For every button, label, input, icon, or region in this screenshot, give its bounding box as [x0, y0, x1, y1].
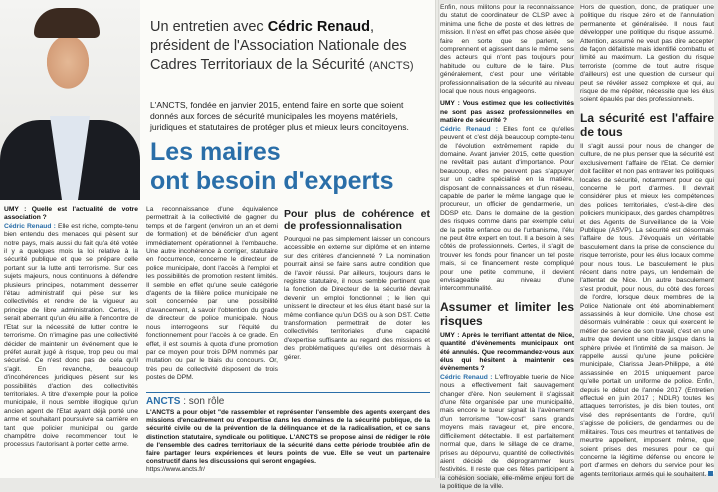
interviewee-name: Cédric Renaud: [267, 19, 371, 35]
section-subtitle-risks: Assumer et limiter les risques: [440, 299, 574, 328]
page-gutter: [435, 0, 439, 478]
column-4-top: [290, 0, 436, 200]
column-1: UMY : Quelle est l'actualité de votre association ? Cédric Renaud : Elle est riche, compte-tenu bien entendu des menaces qui pèsent sur notre pays, mais aussi du fait qu'a été votée il y a quelques mois la loi relative à la sécurité publique et que se prépare celle portant sur la lutte anti terrorisme. Sur ces sujets majeurs, nous continuons à défendre plusieurs principes, notamment desserrer l'étau administratif qui pèse sur les collectivités et rendre de la vigueur au principe de libre administration. Certes, il serait aberrant qu'un élu aille à l'encontre de l'Etat sur la nécessité de lutter contre le terrorisme. On n'imagine pas une collectivité décider de maintenir un événement que le préfet aurait jugé à risque, trop peu ou mal sécurisé. Ce n'est donc pas de cela qu'il s'agit. En revanche, beaucoup d'incohérences juridiques pèsent sur les possibilités d'action des collectivités territoriales. A titre d'exemple pour la police municipale, il nous semble illogique qu'un ancien agent de l'Etat ayant déjà porté une arme et souhaitant poursuivre sa carrière en tant que policier municipal ou garde champêtre doive recommencer tout le processus l'autorisant à porter cette arme.: [4, 206, 138, 449]
headline: Les maires ont besoin d'experts: [150, 138, 394, 195]
intro-heading: Un entretien avec Cédric Renaud, président de l'Association Nationale des Cadres Territoriaux de la Sécurité (ANCTS): [150, 19, 414, 73]
portrait-photo: [0, 0, 140, 200]
section-subtitle: Pour plus de cohérence et de professionnalisation: [284, 208, 430, 232]
column-4: Enfin, nous militons pour la reconnaissance du statut de coordinateur de CLSP avec à minima une fiche de poste et des lettres de mission. Il n'est en effet pas chose aisée que faire en sorte que se parlent, se comprennent et agissent dans le même sens des acteurs qui n'ont pas toujours pour habitude ou culture de le faire. Plus généralement, c'est pour une véritable professionnalisation de la sécurité au niveau local que nous nous engageons. UMY : Vous estimez que les collectivités ne sont pas assez professionnelles en matière de sécurité ? Cédric Renaud : Elles font ce qu'elles peuvent et c'est déjà beaucoup compte-tenu de l'évolution extrêmement rapide du domaine. Avant janvier 2015, cette question ne revêtait pas autant d'importance. Pour beaucoup, elles ne peuvent pas s'appuyer sur un cadre spécialisé en la matière, disposant de connaissances et d'un réseau, capable de parler le même langage que le procureur, un officier de gendarmerie, un DDSP etc. Dans le domaine de la gestion des risques comme dans par exemple celui de la petite enfance ou de l'urbanisme, l'élu ne peut être expert en tout. Il a besoin à ses côtés de professionnels. Certes, il s'agit de trouver les fonds pour financer un tel poste mais, si ce financement reste compliqué pour une petite commune, il devient envisageable au niveau d'une intercommunalité. Assumer et limiter les risques UMY : Après le terrifiant attentat de Nice, quantité d'évènements municipaux ont été annulés. Que recommandez-vous aux élus qui hésitent à maintenir ces évènements ? Cédric Renaud : L'effroyable tuerie de Nice nous a effectivement fait sauvagement changer d'ère. Non seulement il s'agissait d'une fête organisée par une municipalité, mais encore le tueur signait là l'avènement d'un terrorisme "low-cost" sans grands moyens mais ravageur et, pire encore, difficilement détectable. Il est parfaitement normal que, dans le sillage de ce drame, prises au dépourvu, quantité de collectivités aient décidé de déprogrammer leurs festivités. Il reste que ces fêtes participent à la cohésion sociale, elle-même enjeu fort de la politique de la ville.: [440, 4, 575, 491]
section-subtitle-security: La sécurité est l'affaire de tous: [580, 110, 714, 139]
ancts-role-box: [146, 392, 430, 473]
end-of-article-mark: [708, 471, 713, 476]
ancts-box-text: L'ANCTS a pour objet "de rassembler et représenter l'ensemble des agents exerçant des missions d'encadrement ou d'expertise dans les domaines de la sécurité publique, de la sécurité civile ou de la prévention de la délinquance et de la radicalisation, et ce sans distinction statutaire, syndicale ou politique. L'ANCTS se propose ainsi de rédiger le rôle de l'ensemble des cadres territoriaux de la sécurité dans cette période troublée afin de faire partager leurs expériences et leurs points de vue. Elle se veut un partenaire constructif dans les discussions qui seront engagées.: [146, 409, 430, 466]
ancts-url[interactable]: https://www.ancts.fr/: [146, 466, 205, 474]
column-5: Hors de question, donc, de pratiquer une politique du risque zéro et de l'annulation permanente et généralisée. Il nous faut développer une politique du risque assumé. Attention, assumé ne veut pas dire accepter de façon défaitiste mais identifié combattu et limité au maximum. La gestion du risque terroriste (comme de tout autre risque d'ailleurs) est une question de curseur qui peut se révéler assez complexe et qui, au risque de me répéter, nécessite que les élus soient épaulés par des professionnels. La sécurité est l'affaire de tous Il s'agit aussi pour nous de changer de culture, de ne plus penser que la sécurité est exclusivement l'affaire de l'Etat. Ce dernier doit faciliter et non pas entraver les politiques locales de sécurité, notamment pour ce qui concerne le port d'armes. Il devrait considérer plus et mieux les compétences des polices territoriales, c'est-à-dire des policiers municipaux, des gardes champêtres et des Agents de Surveillance de la Voie Publique (ASVP). La sécurité est désormais l'affaire de tous. J'évoquais un véritable basculement dans la prise de conscience du risque terroriste, pour les élus locaux comme pour nous tous. Le basculement le plus récent dans notre pays, un lendemain de l'attentat de Nice. Un autre basculement s'est produit, pour nous, du côté des forces de l'ordre, lorsque deux membres de la Police Nationale ont été abominablement assassinés à leur domicile. Une chose est désormais vulnérable : ceux qui exercent le métier de service de son travail, c'est en une autre que devient une cible jusque dans la sphère privée et l'intimité de sa maison. Je rappelle aussi qu'une jeune policière municipale, Clarissa Jean-Philippe, a été assassinée en 2015 uniquement parce qu'elle portait un uniforme de police. Enfin, depuis le début de l'année 2017 (Entretien effectué en juin 2017 ; NDLR) toutes les attaques terroristes, je dis bien toutes, ont visé des représentants de l'ordre, qu'il s'agisse de policiers, de gendarmes ou de militaires. Tous ces meurtres et tentatives de meurtre appellent, imposent même, que soient prises des mesures pour ce qui concerne la légitime défense ou encore le port d'armes en dehors du service pour les agents territoriaux armés qui le souhaitent.: [580, 4, 714, 478]
column-3: Pour plus de cohérence et de professionnalisation Pourquoi ne pas simplement laisser un concours accessible en externe sur diplôme et en interne sur des critères d'ancienneté ? La nomination pourrait ainsi se faire sans autre condition que de l'avoir réussi. Par ailleurs, toujours dans le registre statutaire, il nous semble pertinent que la fonction de Directeur de la sécurité devrait devenir un emploi fonctionnel ; le lien qui unissent le directeur et les élus étant basé sur la même confiance qu'un DGS ou à son DST. Cette transformation permettrait de doter les collectivités territoriales d'une capacité d'expertise suffisante au regard des missions et des problématiques qu'elles ont désormais à gérer.: [284, 208, 430, 361]
column-2: La reconnaissance d'une équivalence permettrait à la collectivité de gagner du temps et de l'argent (environ un an et demi de formation) et de bénéficier d'un agent immédiatement opérationnel à l'embauche. Une autre incohérence à corriger, statutaire en l'occurrence, concerne le directeur de police municipale, dont l'accès à l'emploi et les possibilités de promotion restent limités. Il semble en effet qu'une seule catégorie d'agents de la filière police municipale ne soit concernée par une possibilité d'avancement, à savoir l'obtention du grade de directeur de police municipale. Nous nous interrogeons sur l'équité du fonctionnement pour l'accès à ce grade. En effet, il est soumis à quota d'une promotion par ce moyen pour trois DPM nommés par mutation ou par le biais du concours. Or, très peu de collectivité disposent de trois postes de DPM.: [146, 206, 278, 382]
ancts-box-title: ANCTS : son rôle: [146, 396, 225, 407]
lead-paragraph: L'ANCTS, fondée en janvier 2015, entend faire en sorte que soient donnés aux forces de sécurité municipales les moyens matériels, juridiques et statutaires de protéger plus et mieux leurs concitoyens.: [150, 100, 409, 132]
